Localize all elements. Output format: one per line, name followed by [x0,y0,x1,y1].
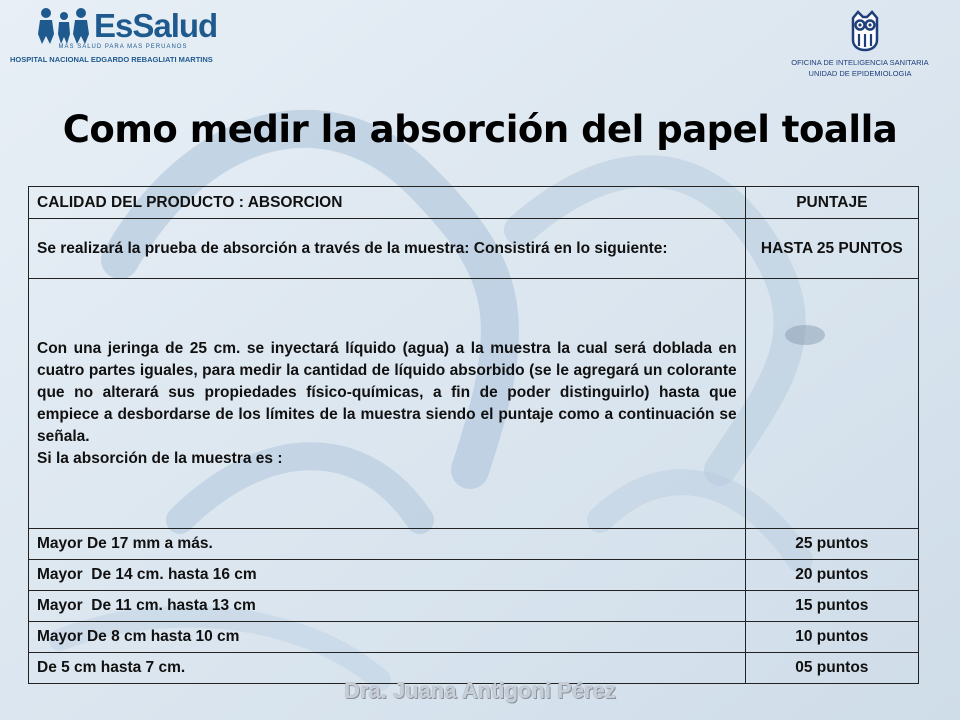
range-score: 15 puntos [745,591,918,622]
range-score: 20 puntos [745,560,918,591]
range-label: Mayor De 14 cm. hasta 16 cm [29,560,746,591]
header-quality-cell: CALIDAD DEL PRODUCTO : ABSORCION [29,187,746,219]
family-figures-icon [36,6,92,46]
range-score: 25 puntos [745,529,918,560]
essalud-logo [10,4,250,66]
range-label: Mayor De 17 mm a más. [29,529,746,560]
office-name: OFICINA DE INTELIGENCIA SANITARIA [791,58,929,67]
procedure-score-cell [745,279,918,529]
procedure-question: Si la absorción de la muestra es : [37,449,283,467]
table-row [29,622,919,653]
office-logo [770,8,950,80]
range-score: 05 puntos [745,653,918,684]
procedure-row [29,279,919,529]
max-score-cell: HASTA 25 PUNTOS [745,219,918,279]
range-label: De 5 cm hasta 7 cm. [29,653,746,684]
procedure-paragraph: Con una jeringa de 25 cm. se inyectará líquido (agua) a la muestra la cual será doblada en cuatro partes iguales, para medir la cantidad de líquido absorbido (se le agregará un colorante que no alterará sus propiedades físico-químicas, a fin de poder distinguirlo) hasta que empiece a desbordarse de los límites de la muestra siendo el puntaje como a continuación se señala. [37,339,737,445]
table-header-row [29,187,919,219]
table-row [29,591,919,622]
table-row [29,529,919,560]
range-score: 10 puntos [745,622,918,653]
header-score-cell: PUNTAJE [745,187,918,219]
owl-icon [848,10,882,52]
author-footer: Dra. Juana Antigoni Pérez [344,678,616,703]
range-label: Mayor De 11 cm. hasta 13 cm [29,591,746,622]
unit-name: UNIDAD DE EPIDEMIOLOGIA [808,69,912,78]
logo-wordmark: EsSalud [94,7,218,44]
table-row [29,560,919,591]
intro-row [29,219,919,279]
intro-text-cell: Se realizará la prueba de absorción a través de la muestra: Consistirá en lo siguiente: [29,219,746,279]
absorption-table [28,186,919,684]
hospital-name: HOSPITAL NACIONAL EDGARDO REBAGLIATI MARTINS [10,55,213,64]
logo-tagline: MAS SALUD PARA MAS PERUANOS [58,44,188,50]
range-label: Mayor De 8 cm hasta 10 cm [29,622,746,653]
page-title: Como medir la absorción del papel toalla [62,108,898,151]
procedure-cell [29,279,746,529]
